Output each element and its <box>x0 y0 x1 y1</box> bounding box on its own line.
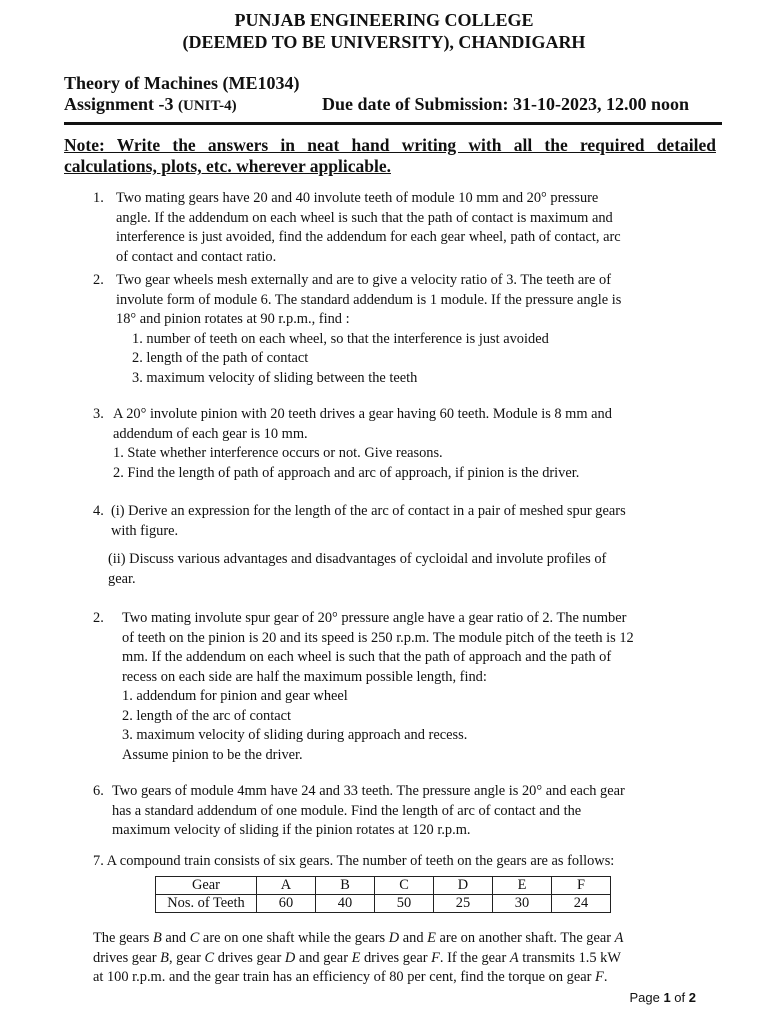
question-line: A 20° involute pinion with 20 teeth drives a gear having 60 teeth. Module is 8 mm and <box>113 406 612 422</box>
text-run: and gear <box>295 949 352 966</box>
text-run: and <box>399 930 428 946</box>
question-line: Two mating involute spur gear of 20° pressure angle have a gear ratio of 2. The number <box>122 610 627 626</box>
text-run: drives gear <box>93 949 161 966</box>
question-line: Two gears of module 4mm have 24 and 33 teeth. The pressure angle is 20° and each gear <box>112 783 625 799</box>
page-word: Page <box>629 990 660 1005</box>
sub-item: 1. addendum for pinion and gear wheel <box>122 688 348 704</box>
question-line: gear. <box>108 570 136 587</box>
text-run: , gear <box>168 949 205 966</box>
gear-symbol: F <box>595 969 604 985</box>
table-cell: 50 <box>375 895 434 913</box>
question-2 <box>93 271 703 388</box>
sub-item: 2. length of the path of contact <box>132 350 309 366</box>
table-cell: F <box>552 877 611 895</box>
page-current: 1 <box>663 990 671 1005</box>
gear-symbol: C <box>204 949 215 966</box>
gear-symbol: B <box>152 930 162 946</box>
gear-symbol: D <box>388 930 400 946</box>
question-number: 2. <box>93 610 104 626</box>
sub-item: 1. State whether interference occurs or not. Give reasons. <box>113 445 443 461</box>
question-line: of contact and contact ratio. <box>116 248 277 265</box>
table-cell: D <box>434 877 493 895</box>
sub-item: 2. length of the arc of contact <box>122 707 292 724</box>
question-line: (ii) Discuss various advantages and disadvantages of cycloidal and involute profiles of <box>108 551 607 567</box>
course-title: Theory of Machines (ME1034) <box>64 73 300 93</box>
sub-item: 3. maximum velocity of sliding between the teeth <box>132 369 418 386</box>
question-line <box>93 949 713 969</box>
table-row-label: Nos. of Teeth <box>156 895 257 913</box>
sub-item: 3. maximum velocity of sliding during approach and recess. <box>122 727 468 743</box>
text-run: at 100 r.p.m. and the gear train has an efficiency of 80 per cent, find the torque on gear <box>93 969 596 985</box>
question-line: A compound train consists of six gears. The number of teeth on the gears are as follows: <box>106 853 615 869</box>
sub-item: Assume pinion to be the driver. <box>122 746 303 763</box>
table-row <box>156 877 611 895</box>
table-cell: B <box>316 877 375 895</box>
note-text: Note: Write the answers in neat hand writing with all the required detailed calculations, plots, etc. wherever applicable. <box>64 135 716 176</box>
table-cell: 25 <box>434 895 493 913</box>
question-line: Two mating gears have 20 and 40 involute teeth of module 10 mm and 20° pressure <box>116 190 599 206</box>
assignment-line <box>64 93 237 117</box>
question-1 <box>93 189 703 267</box>
sub-item: 2. Find the length of path of approach and arc of approach, if pinion is the driver. <box>113 464 580 481</box>
page-total: 2 <box>688 990 696 1005</box>
text-run: . If the gear <box>439 949 510 966</box>
text-run: are on one shaft while the gears <box>199 930 389 946</box>
question-line: addendum of each gear is 10 mm. <box>113 425 308 442</box>
table-row <box>156 895 611 913</box>
question-6 <box>93 782 703 841</box>
question-line: Two gear wheels mesh externally and are to give a velocity ratio of 3. The teeth are of <box>116 272 612 288</box>
question-number: 3. <box>93 406 104 422</box>
question-line: interference is just avoided, find the addendum for each gear wheel, path of contact, arc <box>116 229 621 245</box>
question-7-text <box>93 929 713 988</box>
gear-symbol: B <box>160 949 169 966</box>
table-cell: 60 <box>257 895 316 913</box>
question-number: 1. <box>93 190 104 206</box>
college-name: PUNJAB ENGINEERING COLLEGE <box>234 10 534 30</box>
text-run: drives gear <box>214 949 285 966</box>
sub-item: 1. number of teeth on each wheel, so that the interference is just avoided <box>132 330 549 347</box>
due-date: Due date of Submission: 31-10-2023, 12.00 noon <box>322 94 690 114</box>
gear-symbol: A <box>614 930 624 946</box>
text-run: The gears <box>93 930 153 946</box>
question-number: 7. <box>93 853 104 869</box>
page-of: of <box>674 990 686 1005</box>
question-line <box>93 929 713 949</box>
gear-symbol: F <box>431 949 440 966</box>
question-line: (i) Derive an expression for the length of the arc of contact in a pair of meshed spur gears <box>111 503 626 519</box>
assignment-label: Assignment -3 <box>64 94 174 114</box>
table-cell: 30 <box>493 895 552 913</box>
question-number: 6. <box>93 783 104 799</box>
question-line: maximum velocity of sliding if the pinion rotates at 120 r.p.m. <box>112 822 471 838</box>
table-cell: 40 <box>316 895 375 913</box>
table-cell: 24 <box>552 895 611 913</box>
text-run: and <box>161 930 190 946</box>
text-run: transmits 1.5 kW <box>518 949 621 966</box>
gear-teeth-table <box>155 876 611 913</box>
question-number: 4. <box>93 503 104 519</box>
text-run: are on another shaft. The gear <box>435 930 615 946</box>
question-line: 18° and pinion rotates at 90 r.p.m., find : <box>116 311 350 327</box>
question-number: 2. <box>93 272 104 288</box>
gear-symbol: E <box>351 949 361 966</box>
page-indicator <box>629 990 696 1005</box>
gear-symbol: D <box>284 949 296 966</box>
question-line: has a standard addendum of one module. Find the length of arc of contact and the <box>112 802 582 819</box>
question-line: recess on each side are half the maximum possible length, find: <box>122 668 487 685</box>
question-4 <box>93 502 703 541</box>
question-line: with figure. <box>111 522 179 539</box>
table-cell: C <box>375 877 434 895</box>
text-run: drives gear <box>360 949 432 966</box>
question-line: angle. If the addendum on each wheel is such that the path of contact is maximum and <box>116 209 613 226</box>
question-7 <box>93 852 713 872</box>
header-divider <box>64 122 722 125</box>
question-line: of teeth on the pinion is 20 and its speed is 250 r.p.m. The module pitch of the teeth is 12 <box>122 629 634 646</box>
question-4-part-ii <box>108 550 703 589</box>
unit-label: (UNIT-4) <box>178 98 237 114</box>
text-run: . <box>603 969 608 985</box>
gear-symbol: E <box>427 930 436 946</box>
question-line: mm. If the addendum on each wheel is such that the path of approach and the path of <box>122 649 612 665</box>
university-name: (DEEMED TO BE UNIVERSITY), CHANDIGARH <box>182 32 586 52</box>
question-3 <box>93 405 703 483</box>
table-row-label: Gear <box>156 877 257 895</box>
gear-symbol: A <box>509 949 519 966</box>
question-line <box>93 968 713 988</box>
gear-symbol: C <box>189 930 200 946</box>
table-cell: A <box>257 877 316 895</box>
question-5 <box>93 609 703 765</box>
table-cell: E <box>493 877 552 895</box>
question-line: involute form of module 6. The standard addendum is 1 module. If the pressure angle is <box>116 291 622 308</box>
